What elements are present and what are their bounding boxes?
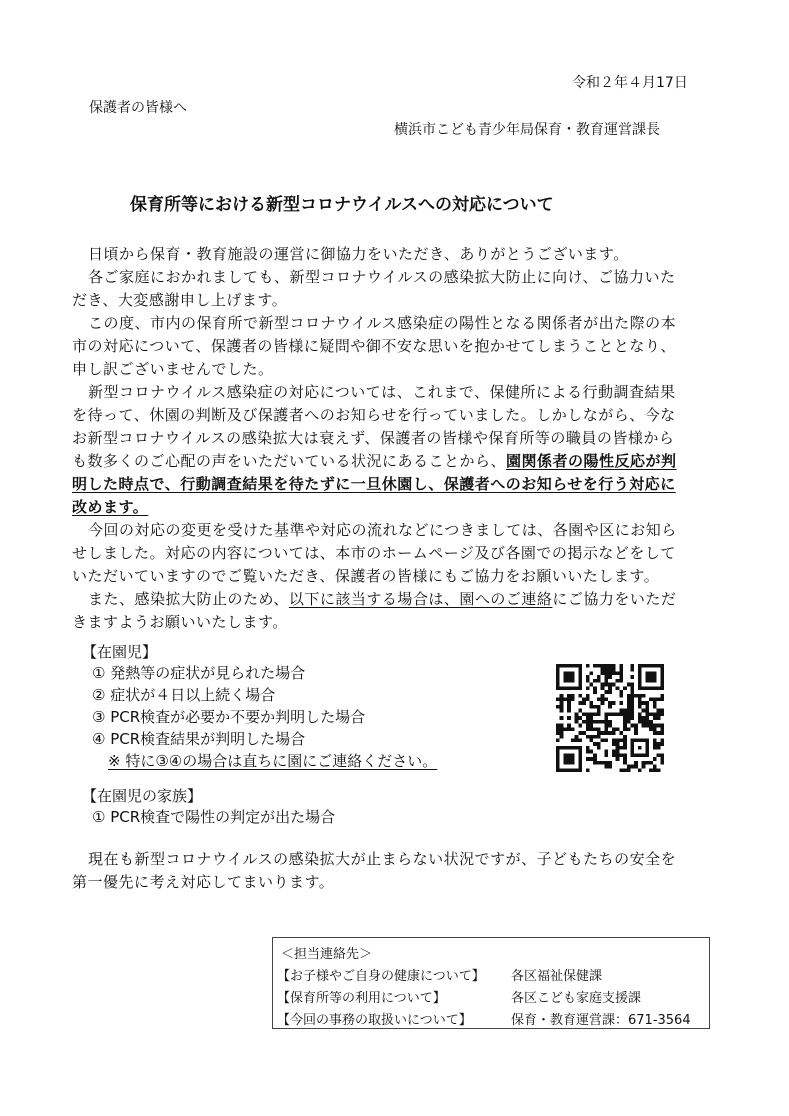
body-line: この度、市内の保育所で新型コロナウイルス感染症の陽性となる関係者が出た際の本 (88, 314, 677, 332)
body-line: お新型コロナウイルスの感染拡大は衰えず、保護者の皆様や保育所等の職員の皆様から (72, 429, 675, 447)
child-section-heading: 【在園児】 (82, 643, 158, 661)
closing-line: 現在も新型コロナウイルスの感染拡大が止まらない状況ですが、子どもたちの安全を (88, 850, 677, 868)
body-line (72, 450, 677, 471)
body-line: いただいていますのでご覧いただき、保護者の皆様にもご協力をお願いいたします。 (72, 567, 660, 585)
body-line (88, 588, 676, 609)
contact-heading: ＜担当連絡先＞ (281, 947, 373, 962)
contact-department: 各区こども家庭支援課 (511, 991, 642, 1006)
contact-topic: 【お子様やご自身の健康について】 (277, 969, 485, 984)
child-condition-item: ④ PCR検査結果が判明した場合 (92, 730, 306, 748)
emphasis-text: 園関係者の陽性反応が判 (506, 452, 677, 470)
contact-box (272, 937, 710, 1029)
body-line: 日頃から保育・教育施設の運営に御協力をいただき、ありがとうございます。 (88, 245, 629, 263)
body-line-text: も数多くのご心配の声をいただいている状況にあることから、 (72, 452, 507, 470)
body-line: だき、大変感謝申し上げます。 (72, 291, 288, 309)
family-condition-item: ① PCR検査で陽性の判定が出た場合 (92, 808, 336, 826)
body-line: 今回の対応の変更を受けた基準や対応の流れなどにつきましては、各園や区にお知ら (88, 521, 677, 539)
sender: 横浜市こども青少年局保育・教育運営課長 (394, 122, 660, 138)
contact-department: 各区福祉保健課 (511, 969, 603, 984)
body-line: 新型コロナウイルス感染症の対応については、これまで、保健所による行動調査結果 (88, 383, 676, 401)
child-condition-item: ② 症状が４日以上続く場合 (92, 686, 276, 704)
body-line: 市の対応について、保護者の皆様に疑問や御不安な思いを抱かせてしまうこととなり、 (72, 337, 676, 355)
emphasis-line: 改めます。 (72, 498, 149, 516)
body-line: 各ご家庭におかれましても、新型コロナウイルスの感染拡大防止に向け、ご協力いた (88, 268, 676, 286)
document-date: 令和２年４月17日 (572, 75, 688, 91)
body-line: せしました。対応の内容については、本市のホームページ及び各園での掲示などをして (72, 544, 676, 562)
document-title: 保育所等における新型コロナウイルスへの対応について (130, 195, 554, 215)
addressee: 保護者の皆様へ (89, 100, 187, 116)
child-condition-item: ① 発熱等の症状が見られた場合 (92, 664, 306, 682)
closing-line: 第一優先に考え対応してまいります。 (72, 873, 335, 891)
body-line: 申し訳ございませんでした。 (72, 360, 274, 378)
contact-department: 保育・教育運営課：671-3564 (511, 1013, 691, 1028)
body-line-text: にご協力をいただ (552, 590, 677, 608)
child-note: ※ 特に③④の場合は直ちに園にご連絡ください。 (108, 752, 438, 770)
child-condition-item: ③ PCR検査が必要か不要か判明した場合 (92, 708, 366, 726)
emphasis-line: 明した時点で、行動調査結果を待たずに一旦休園し、保護者へのお知らせを行う対応に (72, 475, 676, 493)
body-line: を待って、休園の判断及び保護者へのお知らせを行っていました。しかしながら、今な (72, 406, 676, 424)
underlined-text: 以下に該当する場合は、園へのご連絡 (288, 590, 553, 608)
qr-code[interactable] (556, 664, 664, 772)
family-section-heading: 【在園児の家族】 (82, 787, 203, 805)
body-line-text: また、感染拡大防止のため、 (88, 590, 289, 608)
contact-topic: 【今回の事務の取扱いについて】 (277, 1013, 472, 1028)
body-line: きますようお願いいたします。 (72, 613, 288, 631)
contact-topic: 【保育所等の利用について】 (277, 991, 446, 1006)
